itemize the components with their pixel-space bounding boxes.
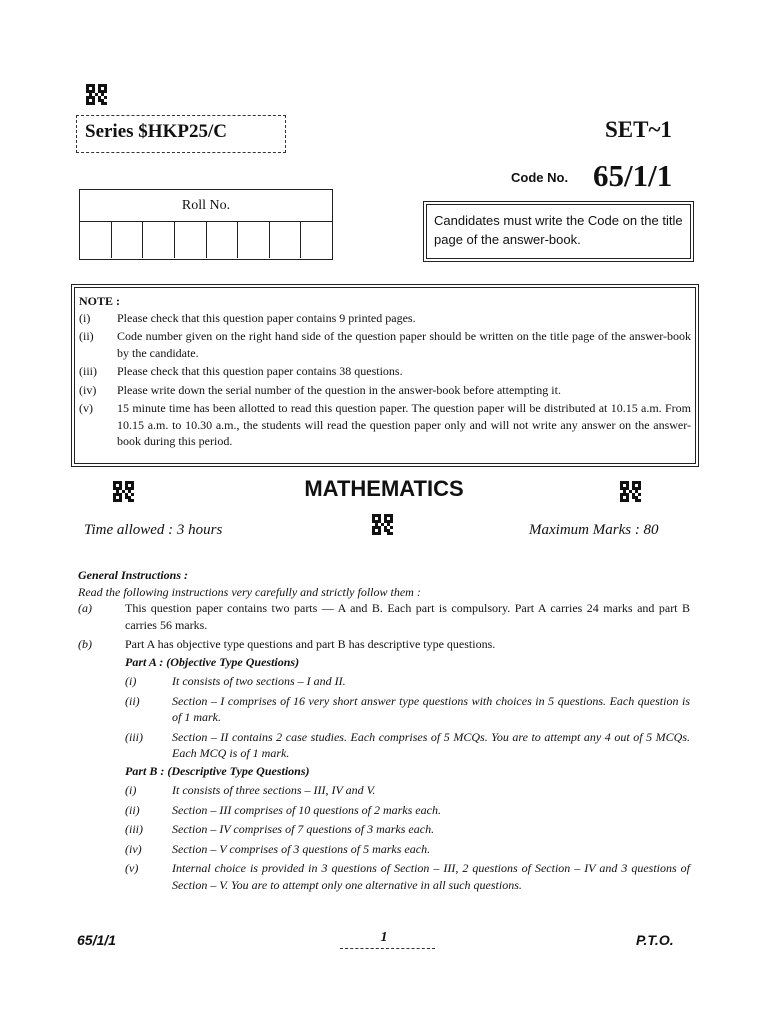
part-a-heading: Part A : (Objective Type Questions)	[125, 654, 300, 669]
roll-number-cells[interactable]	[80, 222, 332, 258]
subject-title: MATHEMATICS	[304, 476, 464, 501]
note-item	[79, 328, 691, 361]
item-number: (iii)	[125, 822, 143, 836]
note-item-text: Code number given on the right hand side of the question paper should be written on the title page of the answer-book by the candidate.	[117, 329, 691, 360]
part-b-item	[78, 802, 690, 819]
roll-number-label: Roll No.	[80, 190, 332, 222]
roll-number-box	[79, 189, 333, 260]
item-text: It consists of two sections – I and II.	[172, 674, 346, 688]
instruction-label: (a)	[78, 601, 92, 615]
part-b-heading: Part B : (Descriptive Type Questions)	[125, 763, 310, 778]
item-text: Section – III comprises of 10 questions of 2 marks each.	[172, 802, 441, 817]
item-number: (i)	[125, 674, 137, 688]
note-item	[79, 382, 691, 399]
instruction-item	[78, 636, 690, 653]
part-a-item	[78, 693, 690, 726]
roll-cell[interactable]	[238, 222, 270, 258]
pto-label: P.T.O.	[636, 932, 674, 948]
page-number: 1	[380, 930, 388, 945]
note-title: NOTE :	[79, 294, 121, 308]
qr-code-icon	[372, 514, 393, 535]
part-b-item	[78, 841, 690, 858]
item-text: Section – I comprises of 16 very short answer type questions with choices in 5 questions. Each question is of 1 mark.	[172, 693, 690, 724]
note-box	[74, 287, 696, 464]
item-number: (i)	[125, 783, 137, 797]
item-text: It consists of three sections – III, IV and V.	[172, 783, 376, 797]
instructions-heading: General Instructions :	[78, 568, 189, 582]
roll-cell[interactable]	[301, 222, 332, 258]
item-text: Section – V comprises of 3 questions of 5 marks each.	[172, 841, 431, 856]
roll-cell[interactable]	[112, 222, 144, 258]
item-number: (ii)	[125, 802, 140, 817]
item-number: (v)	[125, 861, 139, 875]
part-b-item	[78, 860, 690, 893]
roll-cell[interactable]	[175, 222, 207, 258]
instruction-text: Part A has objective type questions and part B has descriptive type questions.	[125, 637, 496, 651]
item-text: Section – IV comprises of 7 questions of 3 marks each.	[172, 822, 435, 836]
roll-cell[interactable]	[143, 222, 175, 258]
instruction-item	[78, 600, 690, 633]
general-instructions	[78, 567, 690, 893]
item-text: Section – II contains 2 case studies. Each comprises of 5 MCQs. You are to attempt any 4 out of 5 MCQs. Each MCQ is of 1 mark.	[172, 729, 690, 760]
set-label: SET~1	[605, 117, 672, 142]
note-item	[79, 363, 691, 380]
note-item-text: Please check that this question paper contains 38 questions.	[117, 364, 403, 378]
item-text: Internal choice is provided in 3 questions of Section – III, 2 questions of Section – IV and 3 questions of Section – V. You are to attempt only one alternative in all such questions.	[172, 861, 690, 892]
note-item	[79, 310, 691, 327]
footer-code: 65/1/1	[77, 932, 116, 948]
note-item-text: 15 minute time has been allotted to read this question paper. The question paper will be distributed at 10.15 a.m. From 10.15 a.m. to 10.30 a.m., the students will read the question paper only and will not write any answer on the answer-book during this period.	[117, 401, 691, 448]
note-item-text: Please check that this question paper contains 9 printed pages.	[117, 310, 416, 325]
roll-cell[interactable]	[207, 222, 239, 258]
note-item	[79, 400, 691, 450]
item-number: (iv)	[125, 841, 142, 856]
part-a-item	[78, 729, 690, 762]
item-number: (ii)	[125, 693, 140, 708]
note-item-number: (v)	[79, 401, 93, 415]
note-item-number: (ii)	[79, 329, 94, 343]
note-item-text: Please write down the serial number of the question in the answer-book before attempting it.	[117, 382, 561, 397]
part-b-item	[78, 821, 690, 838]
instruction-text: This question paper contains two parts — A and B. Each part is compulsory. Part A carries 24 marks and part B carries 56 marks.	[125, 601, 690, 632]
code-label: Code No.	[511, 170, 569, 185]
time-allowed: Time allowed : 3 hours	[84, 522, 223, 538]
qr-code-icon	[86, 84, 107, 105]
roll-cell[interactable]	[80, 222, 112, 258]
candidates-note: Candidates must write the Code on the title page of the answer-book.	[426, 204, 691, 259]
roll-cell[interactable]	[270, 222, 302, 258]
part-a-item	[78, 673, 690, 690]
maximum-marks: Maximum Marks : 80	[529, 522, 659, 538]
page-number-underline	[340, 948, 435, 950]
instruction-label: (b)	[78, 637, 92, 651]
series-label: Series $HKP25/C	[76, 115, 286, 153]
note-item-number: (iii)	[79, 364, 97, 378]
instructions-intro: Read the following instructions very carefully and strictly follow them :	[78, 584, 421, 599]
note-item-number: (iv)	[79, 382, 97, 397]
code-value: 65/1/1	[593, 158, 673, 193]
note-item-number: (i)	[79, 310, 91, 325]
part-b-item	[78, 782, 690, 799]
item-number: (iii)	[125, 729, 143, 744]
